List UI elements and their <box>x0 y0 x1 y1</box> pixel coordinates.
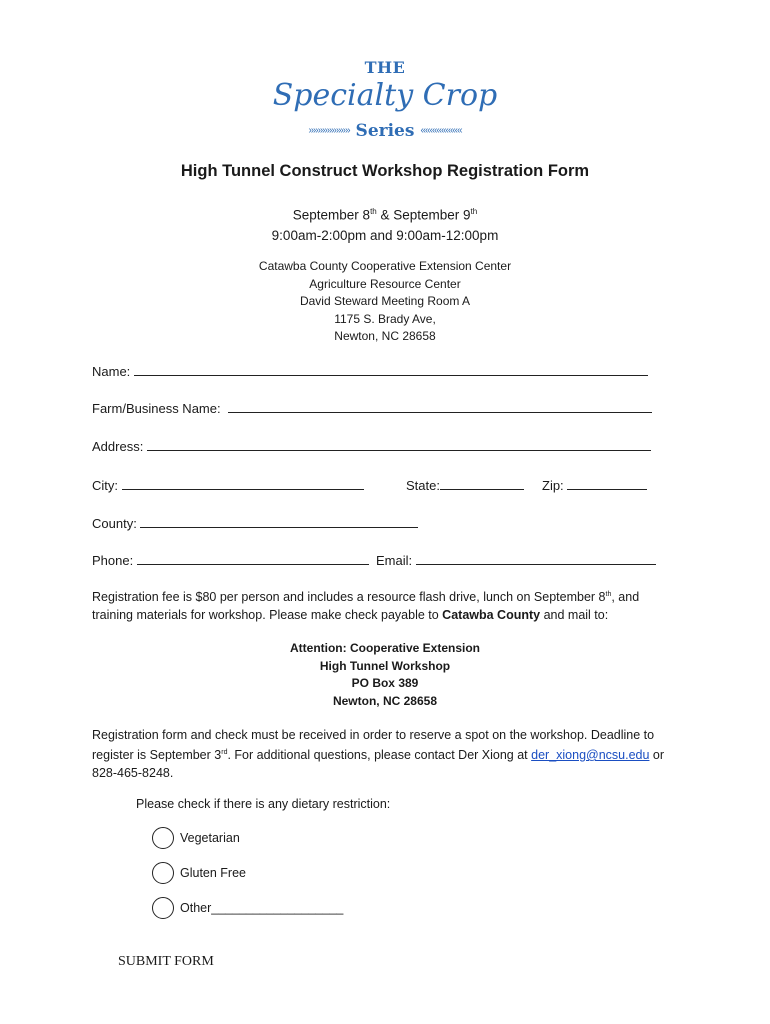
date-line <box>0 202 770 226</box>
mailing-line: High Tunnel Workshop <box>319 658 451 673</box>
county-field[interactable] <box>140 515 418 528</box>
fee-text: Registration fee is $80 per person and includes a resource flash drive, lunch on September 8 <box>92 590 606 605</box>
zip-field[interactable] <box>567 477 647 490</box>
payee-name: Catawba County <box>442 608 541 623</box>
date-first-suffix: th <box>370 207 377 216</box>
state-field[interactable] <box>440 477 524 490</box>
email-field[interactable] <box>416 552 656 565</box>
city-label: City: <box>92 478 118 493</box>
date-second: & September 9 <box>376 207 471 223</box>
phone-field-row <box>92 552 369 568</box>
date-second-suffix: th <box>470 207 478 216</box>
mailing-line: Attention: Cooperative Extension <box>289 641 480 655</box>
farm-field[interactable] <box>228 400 652 413</box>
time-line: 9:00am-2:00pm and 9:00am-12:00pm <box>271 227 499 243</box>
fee-text-cont: , and training materials for workshop. Please make check payable to <box>92 590 640 623</box>
option-other[interactable] <box>152 897 343 919</box>
logo-arrows-right: ««««««««« <box>420 125 462 137</box>
zip-label: Zip: <box>542 478 564 493</box>
date-first: September 8 <box>292 207 371 223</box>
address-field[interactable] <box>147 438 651 451</box>
mailing-address <box>0 640 770 710</box>
deadline-text: Registration form and check must be received in order to reserve a spot on the workshop. Deadline to register is September 3 <box>92 728 655 763</box>
farm-label: Farm/Business Name: <box>92 401 221 416</box>
contact-email-link[interactable]: der_xiong@ncsu.edu <box>531 748 650 763</box>
location-line: 1175 S. Brady Ave, <box>334 311 436 326</box>
name-label: Name: <box>92 364 131 379</box>
mailing-line: PO Box 389 <box>351 676 419 690</box>
name-field[interactable] <box>134 363 648 376</box>
option-gluten-free[interactable] <box>152 862 246 884</box>
submit-button[interactable]: SUBMIT FORM <box>118 954 214 969</box>
fee-paragraph <box>92 586 672 624</box>
series-logo <box>270 58 500 142</box>
form-title: High Tunnel Construct Workshop Registration Form <box>180 162 590 180</box>
fee-text-end: and mail to: <box>540 608 609 623</box>
county-label: County: <box>92 516 137 531</box>
location-line: Catawba County Cooperative Extension Center <box>258 259 512 273</box>
email-field-row <box>376 552 656 568</box>
logo-the: THE <box>364 58 406 77</box>
email-label: Email: <box>376 553 413 568</box>
option-label: Other___________________ <box>180 901 344 915</box>
farm-field-row <box>92 400 652 416</box>
logo-series-row <box>270 120 500 141</box>
event-location <box>0 258 770 346</box>
logo-specialty-crop: Specialty Crop <box>272 78 498 113</box>
deadline-paragraph <box>92 726 682 782</box>
phone-label: Phone: <box>92 553 134 568</box>
location-line: David Steward Meeting Room A <box>299 294 471 308</box>
dietary-prompt: Please check if there is any dietary restriction: <box>136 797 391 811</box>
city-field[interactable] <box>122 477 364 490</box>
mailing-line: Newton, NC 28658 <box>332 693 438 708</box>
option-label: Gluten Free <box>180 866 247 880</box>
option-label: Vegetarian <box>180 831 240 845</box>
location-line: Newton, NC 28658 <box>334 329 436 343</box>
deadline-text-end: or 828-465-8248. <box>92 748 665 781</box>
state-field-row <box>406 477 524 493</box>
zip-field-row <box>542 477 647 493</box>
county-field-row <box>92 515 418 531</box>
logo-series: Series <box>355 120 415 141</box>
event-dates <box>0 202 770 246</box>
radio-circle-icon[interactable] <box>152 862 174 884</box>
radio-circle-icon[interactable] <box>152 827 174 849</box>
deadline-text-cont: . For additional questions, please contact Der Xiong at <box>227 748 532 763</box>
logo-arrows-left: »»»»»»»»» <box>308 125 350 137</box>
address-label: Address: <box>92 439 144 454</box>
state-label: State: <box>406 478 440 493</box>
address-field-row <box>92 438 651 454</box>
fee-suffix: th <box>605 591 612 598</box>
city-field-row <box>92 477 364 493</box>
deadline-suffix: rd <box>221 749 228 756</box>
phone-field[interactable] <box>137 552 369 565</box>
name-field-row <box>92 363 648 379</box>
location-line: Agriculture Resource Center <box>309 276 461 291</box>
radio-circle-icon[interactable] <box>152 897 174 919</box>
option-vegetarian[interactable] <box>152 827 240 849</box>
